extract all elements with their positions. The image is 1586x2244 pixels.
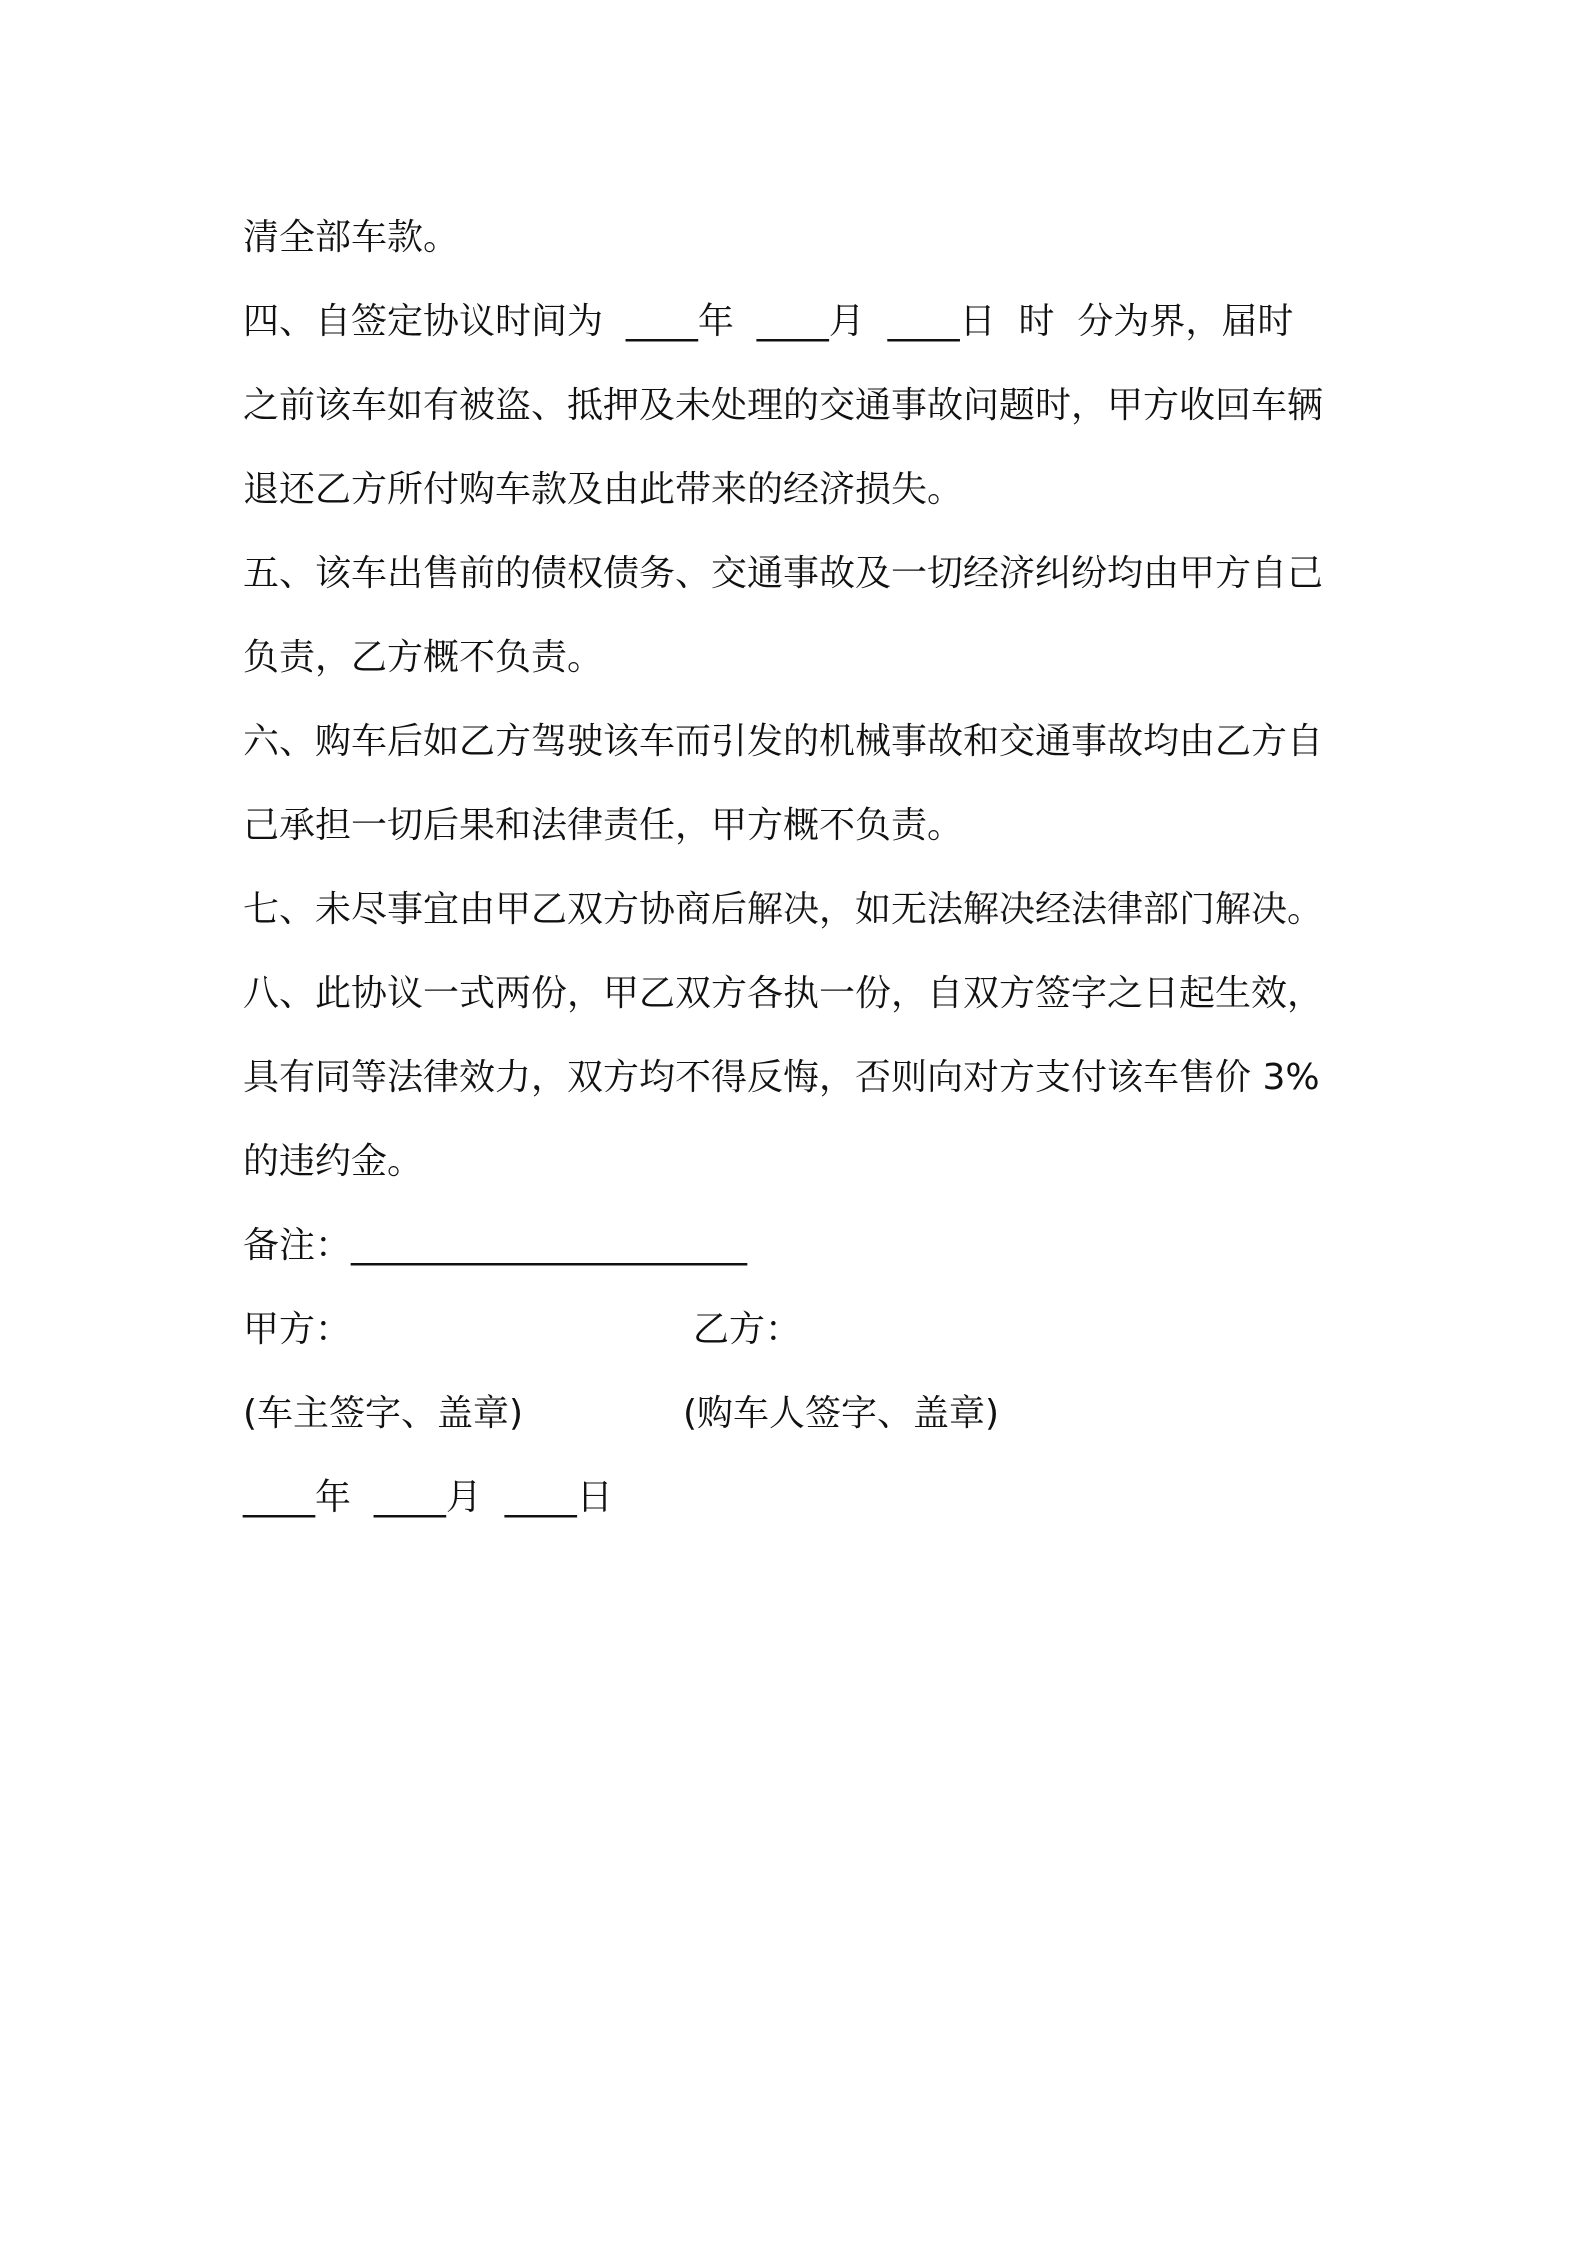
contract-body: [243, 196, 1353, 1540]
party-a-signature-note: (车主签字、盖章): [243, 1393, 524, 1434]
signature-row: [243, 1372, 1353, 1456]
remarks-line: 备注：______________________: [243, 1225, 748, 1266]
contract-line: 之前该车如有被盗、抵押及未处理的交通事故问题时，甲方收回车辆: [243, 385, 1324, 426]
party-b-label: 乙方：: [693, 1309, 802, 1350]
party-labels-row: [243, 1288, 1353, 1372]
contract-line: 八、此协议一式两份，甲乙双方各执一份，自双方签字之日起生效，: [243, 973, 1324, 1014]
contract-line: 负责，乙方概不负责。: [243, 637, 604, 678]
contract-line: 六、购车后如乙方驾驶该车而引发的机械事故和交通事故均由乙方自: [243, 721, 1324, 762]
contract-line: 七、未尽事宜由甲乙双方协商后解决，如无法解决经法律部门解决。: [243, 889, 1324, 930]
party-a-label: 甲方：: [243, 1309, 352, 1350]
date-line: ____年 ____月 ____日: [243, 1477, 613, 1518]
contract-line: 具有同等法律效力，双方均不得反悔，否则向对方支付该车售价 3%: [243, 1057, 1320, 1098]
party-b-signature-note: (购车人签字、盖章): [683, 1393, 1000, 1434]
contract-line: 的违约金。: [243, 1141, 424, 1182]
contract-line: 四、自签定协议时间为 ____年 ____月 ____日 时 分为界，届时: [243, 301, 1294, 342]
contract-line: 清全部车款。: [243, 217, 460, 258]
contract-line: 退还乙方所付购车款及由此带来的经济损失。: [243, 469, 964, 510]
contract-line: 己承担一切后果和法律责任，甲方概不负责。: [243, 805, 964, 846]
contract-line: 五、该车出售前的债权债务、交通事故及一切经济纠纷均由甲方自己: [243, 553, 1324, 594]
